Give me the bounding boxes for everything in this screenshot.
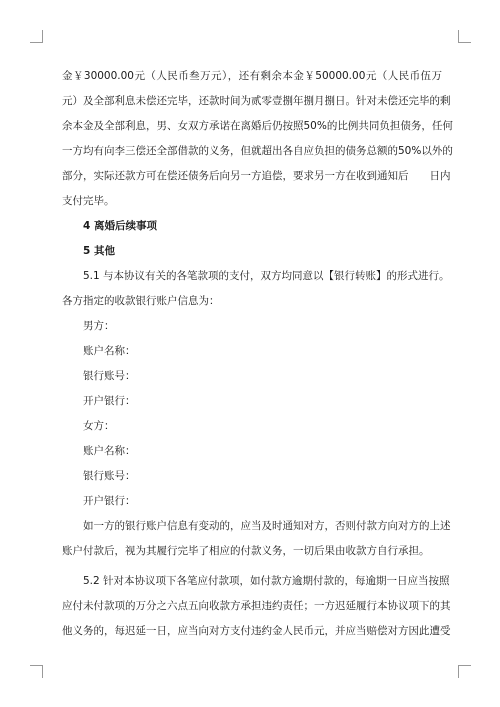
clause-5-1-line: 各方指定的收款银行账户信息为： bbox=[62, 295, 220, 307]
paragraph-line: 金￥30000.00元（人民币叁万元），还有剩余本金￥50000.00元（人民币伍万 bbox=[62, 70, 442, 82]
clause-5-2-line: 5.2 针对本协议项下各笔应付款项，如付款方逾期付款的，每逾期一日应当按照 bbox=[83, 575, 450, 587]
section-heading-4: 4 离婚后续事项 bbox=[83, 220, 157, 232]
female-bank: 开户银行： bbox=[83, 495, 136, 507]
male-label: 男方： bbox=[83, 320, 115, 332]
female-account-number: 银行账号： bbox=[83, 470, 136, 482]
crop-mark-bottom-right bbox=[458, 665, 471, 678]
clause-5-2-line: 应付未付款项的万分之六点五向收款方承担违约责任；一方迟延履行本协议项下的其 bbox=[62, 600, 451, 612]
section-heading-5: 5 其他 bbox=[83, 245, 115, 257]
change-notice-line: 账户付款后，视为其履行完毕了相应的付款义务，一切后果由收款方自行承担。 bbox=[62, 545, 430, 557]
female-label: 女方： bbox=[83, 420, 115, 432]
paragraph-line: 元）及全部利息未偿还完毕，还款时间为贰零壹捌年捌月捌日。针对未偿还完毕的剩 bbox=[62, 95, 451, 107]
male-account-number: 银行账号： bbox=[83, 370, 136, 382]
male-bank: 开户银行： bbox=[83, 395, 136, 407]
paragraph-line: 余本金及全部利息，男、女双方承诺在离婚后仍按照50%的比例共同负担债务，任何 bbox=[62, 120, 453, 132]
clause-5-2-line: 他义务的，每迟延一日，应当向对方支付违约金人民币元，并应当赔偿对方因此遭受 bbox=[62, 625, 451, 637]
crop-mark-top-left bbox=[30, 30, 43, 43]
paragraph-line: 部分，实际还款方可在偿还债务后向另一方追偿，要求另一方在收到通知后 日内 bbox=[62, 170, 451, 182]
male-account-name: 账户名称： bbox=[83, 345, 136, 357]
paragraph-line: 一方均有向李三偿还全部借款的义务，但就超出各自应负担的债务总额的50%以外的 bbox=[62, 145, 453, 157]
crop-mark-top-right bbox=[458, 30, 471, 43]
crop-mark-bottom-left bbox=[30, 665, 43, 678]
female-account-name: 账户名称： bbox=[83, 445, 136, 457]
paragraph-line: 支付完毕。 bbox=[62, 195, 115, 207]
clause-5-1-line: 5.1 与本协议有关的各笔款项的支付，双方均同意以【银行转账】的形式进行。 bbox=[83, 270, 450, 282]
change-notice-line: 如一方的银行账户信息有变动的，应当及时通知对方，否则付款方向对方的上述 bbox=[83, 520, 451, 532]
